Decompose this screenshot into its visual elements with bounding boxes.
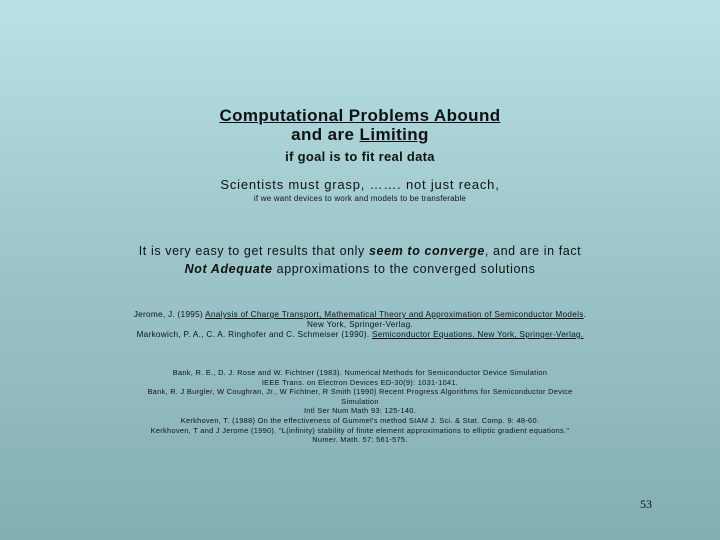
title-line2-prefix: and are bbox=[291, 125, 360, 144]
reference-line: Simulation bbox=[341, 397, 379, 406]
convergence-line1-suffix: , and are in fact bbox=[484, 244, 582, 258]
convergence-line2-suffix: approximations to the converged solutions bbox=[272, 262, 536, 276]
reference-line: Bank, R. J Burgler, W Coughran, Jr., W Fichtner, R Smith (1990) Recent Progress Algorithms for Semiconductor Device bbox=[147, 387, 573, 396]
convergence-line1 bbox=[0, 244, 720, 258]
reference-jerome-title: Analysis of Charge Transport, Mathematical Theory and Approximation of Semiconductor Models bbox=[205, 310, 584, 319]
grasp-substatement: if we want devices to work and models to be transferable bbox=[253, 194, 467, 203]
slide-title-line2 bbox=[0, 125, 720, 145]
page-number: 53 bbox=[640, 497, 652, 511]
reference-line: Numer. Math. 57: 561-575. bbox=[312, 435, 408, 444]
grasp-statement: Scientists must grasp, ……. not just reach, bbox=[220, 177, 500, 192]
slide-title-line1: Computational Problems Abound bbox=[219, 106, 501, 125]
reference-jerome-publisher: New York, Springer-Verlag. bbox=[306, 320, 414, 329]
reference-markowich-prefix: Markowich, P. A., C. A. Ringhofer and C. Schmeiser (1990). bbox=[136, 330, 373, 339]
title-line2-underlined: Limiting bbox=[359, 125, 429, 144]
convergence-line2 bbox=[0, 262, 720, 276]
convergence-line2-emphasis: Not Adequate bbox=[184, 262, 273, 276]
reference-line: IEEE Trans. on Electron Devices ED-30(9): 1031-1041. bbox=[261, 378, 459, 387]
convergence-line1-prefix: It is very easy to get results that only bbox=[138, 244, 369, 258]
reference-line: Kerkhoven, T. (1988) On the effectiveness of Gummel's method SIAM J. Sci. & Stat. Comp. 9: 48-60. bbox=[180, 416, 540, 425]
reference-jerome bbox=[0, 310, 720, 319]
convergence-line1-emphasis: seem to converge bbox=[368, 244, 485, 258]
reference-jerome-suffix: . bbox=[583, 310, 587, 319]
reference-line: Intl Ser Num Math 93: 125-140. bbox=[303, 406, 417, 415]
slide-subtitle: if goal is to fit real data bbox=[285, 149, 435, 164]
reference-jerome-prefix: Jerome, J. (1995) bbox=[133, 310, 206, 319]
reference-markowich bbox=[0, 330, 720, 339]
reference-line: Kerkhoven, T and J Jerome (1990). "L(infinity) stability of finite element approximations to elliptic gradient equations." bbox=[150, 426, 570, 435]
reference-line: Bank, R. E., D. J. Rose and W. Fichtner (1983). Numerical Methods for Semiconductor Device Simulation bbox=[172, 368, 548, 377]
reference-markowich-title: Semiconductor Equations. New York, Springer-Verlag. bbox=[372, 330, 584, 339]
